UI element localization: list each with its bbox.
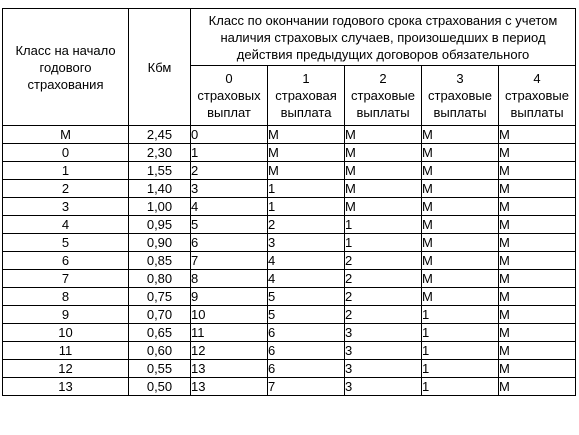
cell-class-end: 7 (268, 378, 345, 396)
cell-class-end: М (268, 126, 345, 144)
cell-class-start: 4 (3, 216, 129, 234)
cell-class-start: 2 (3, 180, 129, 198)
subcolumn-label: страховых выплат (197, 88, 261, 120)
cell-class-end: 6 (191, 234, 268, 252)
cell-class-end: 1 (422, 378, 499, 396)
cell-class-start: 6 (3, 252, 129, 270)
table-row (3, 360, 576, 378)
cell-class-end: 6 (268, 342, 345, 360)
cell-kbm: 0,80 (129, 270, 191, 288)
cell-class-end: М (499, 126, 576, 144)
cell-class-end: 1 (268, 180, 345, 198)
cell-class-end: М (345, 144, 422, 162)
cell-class-start: 0 (3, 144, 129, 162)
cell-class-end: 13 (191, 360, 268, 378)
subcolumn-number: 0 (225, 71, 233, 86)
cell-class-start: 10 (3, 324, 129, 342)
table-body (3, 126, 576, 396)
header-subcolumn (191, 66, 268, 126)
cell-class-end: 5 (268, 306, 345, 324)
cell-class-end: М (499, 288, 576, 306)
cell-class-end: М (422, 234, 499, 252)
header-subcolumn (499, 66, 576, 126)
cell-class-end: М (345, 180, 422, 198)
cell-class-end: 8 (191, 270, 268, 288)
table-row (3, 234, 576, 252)
cell-kbm: 1,40 (129, 180, 191, 198)
cell-kbm: 0,75 (129, 288, 191, 306)
cell-kbm: 0,90 (129, 234, 191, 252)
table-row (3, 378, 576, 396)
cell-kbm: 0,50 (129, 378, 191, 396)
table-row (3, 180, 576, 198)
cell-class-start: 3 (3, 198, 129, 216)
cell-class-end: 1 (345, 234, 422, 252)
cell-class-end: М (499, 306, 576, 324)
cell-class-start: 9 (3, 306, 129, 324)
table-row (3, 306, 576, 324)
cell-class-end: 12 (191, 342, 268, 360)
cell-class-end: М (499, 324, 576, 342)
subcolumn-label: страховые выплаты (505, 88, 569, 120)
table-header (3, 9, 576, 126)
cell-class-end: М (499, 360, 576, 378)
cell-class-end: М (499, 144, 576, 162)
cell-class-end: 1 (422, 306, 499, 324)
table-row (3, 198, 576, 216)
cell-kbm: 2,45 (129, 126, 191, 144)
table-row (3, 324, 576, 342)
cell-class-start: М (3, 126, 129, 144)
cell-class-end: М (499, 198, 576, 216)
cell-class-end: 2 (345, 288, 422, 306)
cell-kbm: 0,55 (129, 360, 191, 378)
header-row-main (3, 9, 576, 66)
header-subcolumn (345, 66, 422, 126)
cell-class-end: 2 (191, 162, 268, 180)
cell-class-end: 2 (345, 270, 422, 288)
cell-class-end: 5 (268, 288, 345, 306)
cell-class-start: 8 (3, 288, 129, 306)
table-row (3, 162, 576, 180)
cell-class-start: 1 (3, 162, 129, 180)
cell-class-end: 9 (191, 288, 268, 306)
subcolumn-label: страховые выплаты (428, 88, 492, 120)
cell-kbm: 2,30 (129, 144, 191, 162)
subcolumn-number: 4 (533, 71, 541, 86)
cell-class-end: М (422, 216, 499, 234)
cell-class-end: 3 (345, 360, 422, 378)
cell-class-end: М (345, 198, 422, 216)
cell-class-end: М (422, 180, 499, 198)
header-class-end: Класс по окончании годового срока страхования с учетом наличия страховых случаев, произошедших в период действия предыдущих договоров обязательного (191, 9, 576, 66)
kbm-table (2, 8, 576, 396)
cell-class-end: 1 (268, 198, 345, 216)
header-subcolumn (422, 66, 499, 126)
cell-class-end: 3 (345, 342, 422, 360)
cell-class-end: 0 (191, 126, 268, 144)
subcolumn-label: страховая выплата (275, 88, 337, 120)
cell-kbm: 0,95 (129, 216, 191, 234)
cell-class-end: М (422, 270, 499, 288)
cell-kbm: 1,55 (129, 162, 191, 180)
subcolumn-number: 3 (456, 71, 464, 86)
cell-class-end: 1 (191, 144, 268, 162)
cell-class-end: 7 (191, 252, 268, 270)
cell-class-end: М (422, 198, 499, 216)
cell-class-start: 5 (3, 234, 129, 252)
cell-class-end: 6 (268, 360, 345, 378)
table-row (3, 144, 576, 162)
cell-class-end: 4 (268, 270, 345, 288)
table-row (3, 288, 576, 306)
cell-class-start: 13 (3, 378, 129, 396)
cell-class-end: 3 (191, 180, 268, 198)
cell-class-end: 13 (191, 378, 268, 396)
cell-kbm: 0,70 (129, 306, 191, 324)
header-class-start: Класс на начало годового страхования (3, 9, 129, 126)
cell-class-end: М (499, 162, 576, 180)
table-row (3, 252, 576, 270)
cell-class-end: 6 (268, 324, 345, 342)
cell-class-end: 2 (345, 252, 422, 270)
subcolumn-number: 1 (302, 71, 310, 86)
cell-class-end: 10 (191, 306, 268, 324)
cell-class-end: 2 (268, 216, 345, 234)
cell-class-end: 1 (422, 360, 499, 378)
cell-class-end: М (422, 252, 499, 270)
cell-class-end: 1 (422, 342, 499, 360)
cell-class-end: М (499, 270, 576, 288)
cell-class-end: М (499, 234, 576, 252)
table-row (3, 342, 576, 360)
cell-class-end: 3 (268, 234, 345, 252)
cell-class-end: М (422, 162, 499, 180)
cell-class-end: 2 (345, 306, 422, 324)
cell-class-end: 1 (422, 324, 499, 342)
cell-class-end: М (422, 144, 499, 162)
cell-class-end: М (268, 144, 345, 162)
kbm-table-container (2, 8, 576, 396)
cell-class-end: 3 (345, 324, 422, 342)
subcolumn-label: страховые выплаты (351, 88, 415, 120)
cell-class-end: М (499, 216, 576, 234)
cell-class-end: 4 (268, 252, 345, 270)
subcolumn-number: 2 (379, 71, 387, 86)
cell-class-end: М (422, 288, 499, 306)
cell-class-start: 12 (3, 360, 129, 378)
table-row (3, 216, 576, 234)
cell-class-end: 1 (345, 216, 422, 234)
cell-class-end: 4 (191, 198, 268, 216)
table-row (3, 126, 576, 144)
cell-class-start: 7 (3, 270, 129, 288)
cell-class-end: М (268, 162, 345, 180)
table-row (3, 270, 576, 288)
cell-class-end: 3 (345, 378, 422, 396)
cell-class-end: М (345, 162, 422, 180)
cell-class-end: 11 (191, 324, 268, 342)
cell-class-start: 11 (3, 342, 129, 360)
cell-kbm: 1,00 (129, 198, 191, 216)
header-kbm: Кбм (129, 9, 191, 126)
header-subcolumn (268, 66, 345, 126)
cell-kbm: 0,85 (129, 252, 191, 270)
cell-class-end: М (345, 126, 422, 144)
cell-class-end: М (499, 378, 576, 396)
cell-class-end: М (499, 180, 576, 198)
cell-kbm: 0,65 (129, 324, 191, 342)
cell-class-end: 5 (191, 216, 268, 234)
cell-class-end: М (499, 252, 576, 270)
cell-class-end: М (499, 342, 576, 360)
cell-kbm: 0,60 (129, 342, 191, 360)
cell-class-end: М (422, 126, 499, 144)
